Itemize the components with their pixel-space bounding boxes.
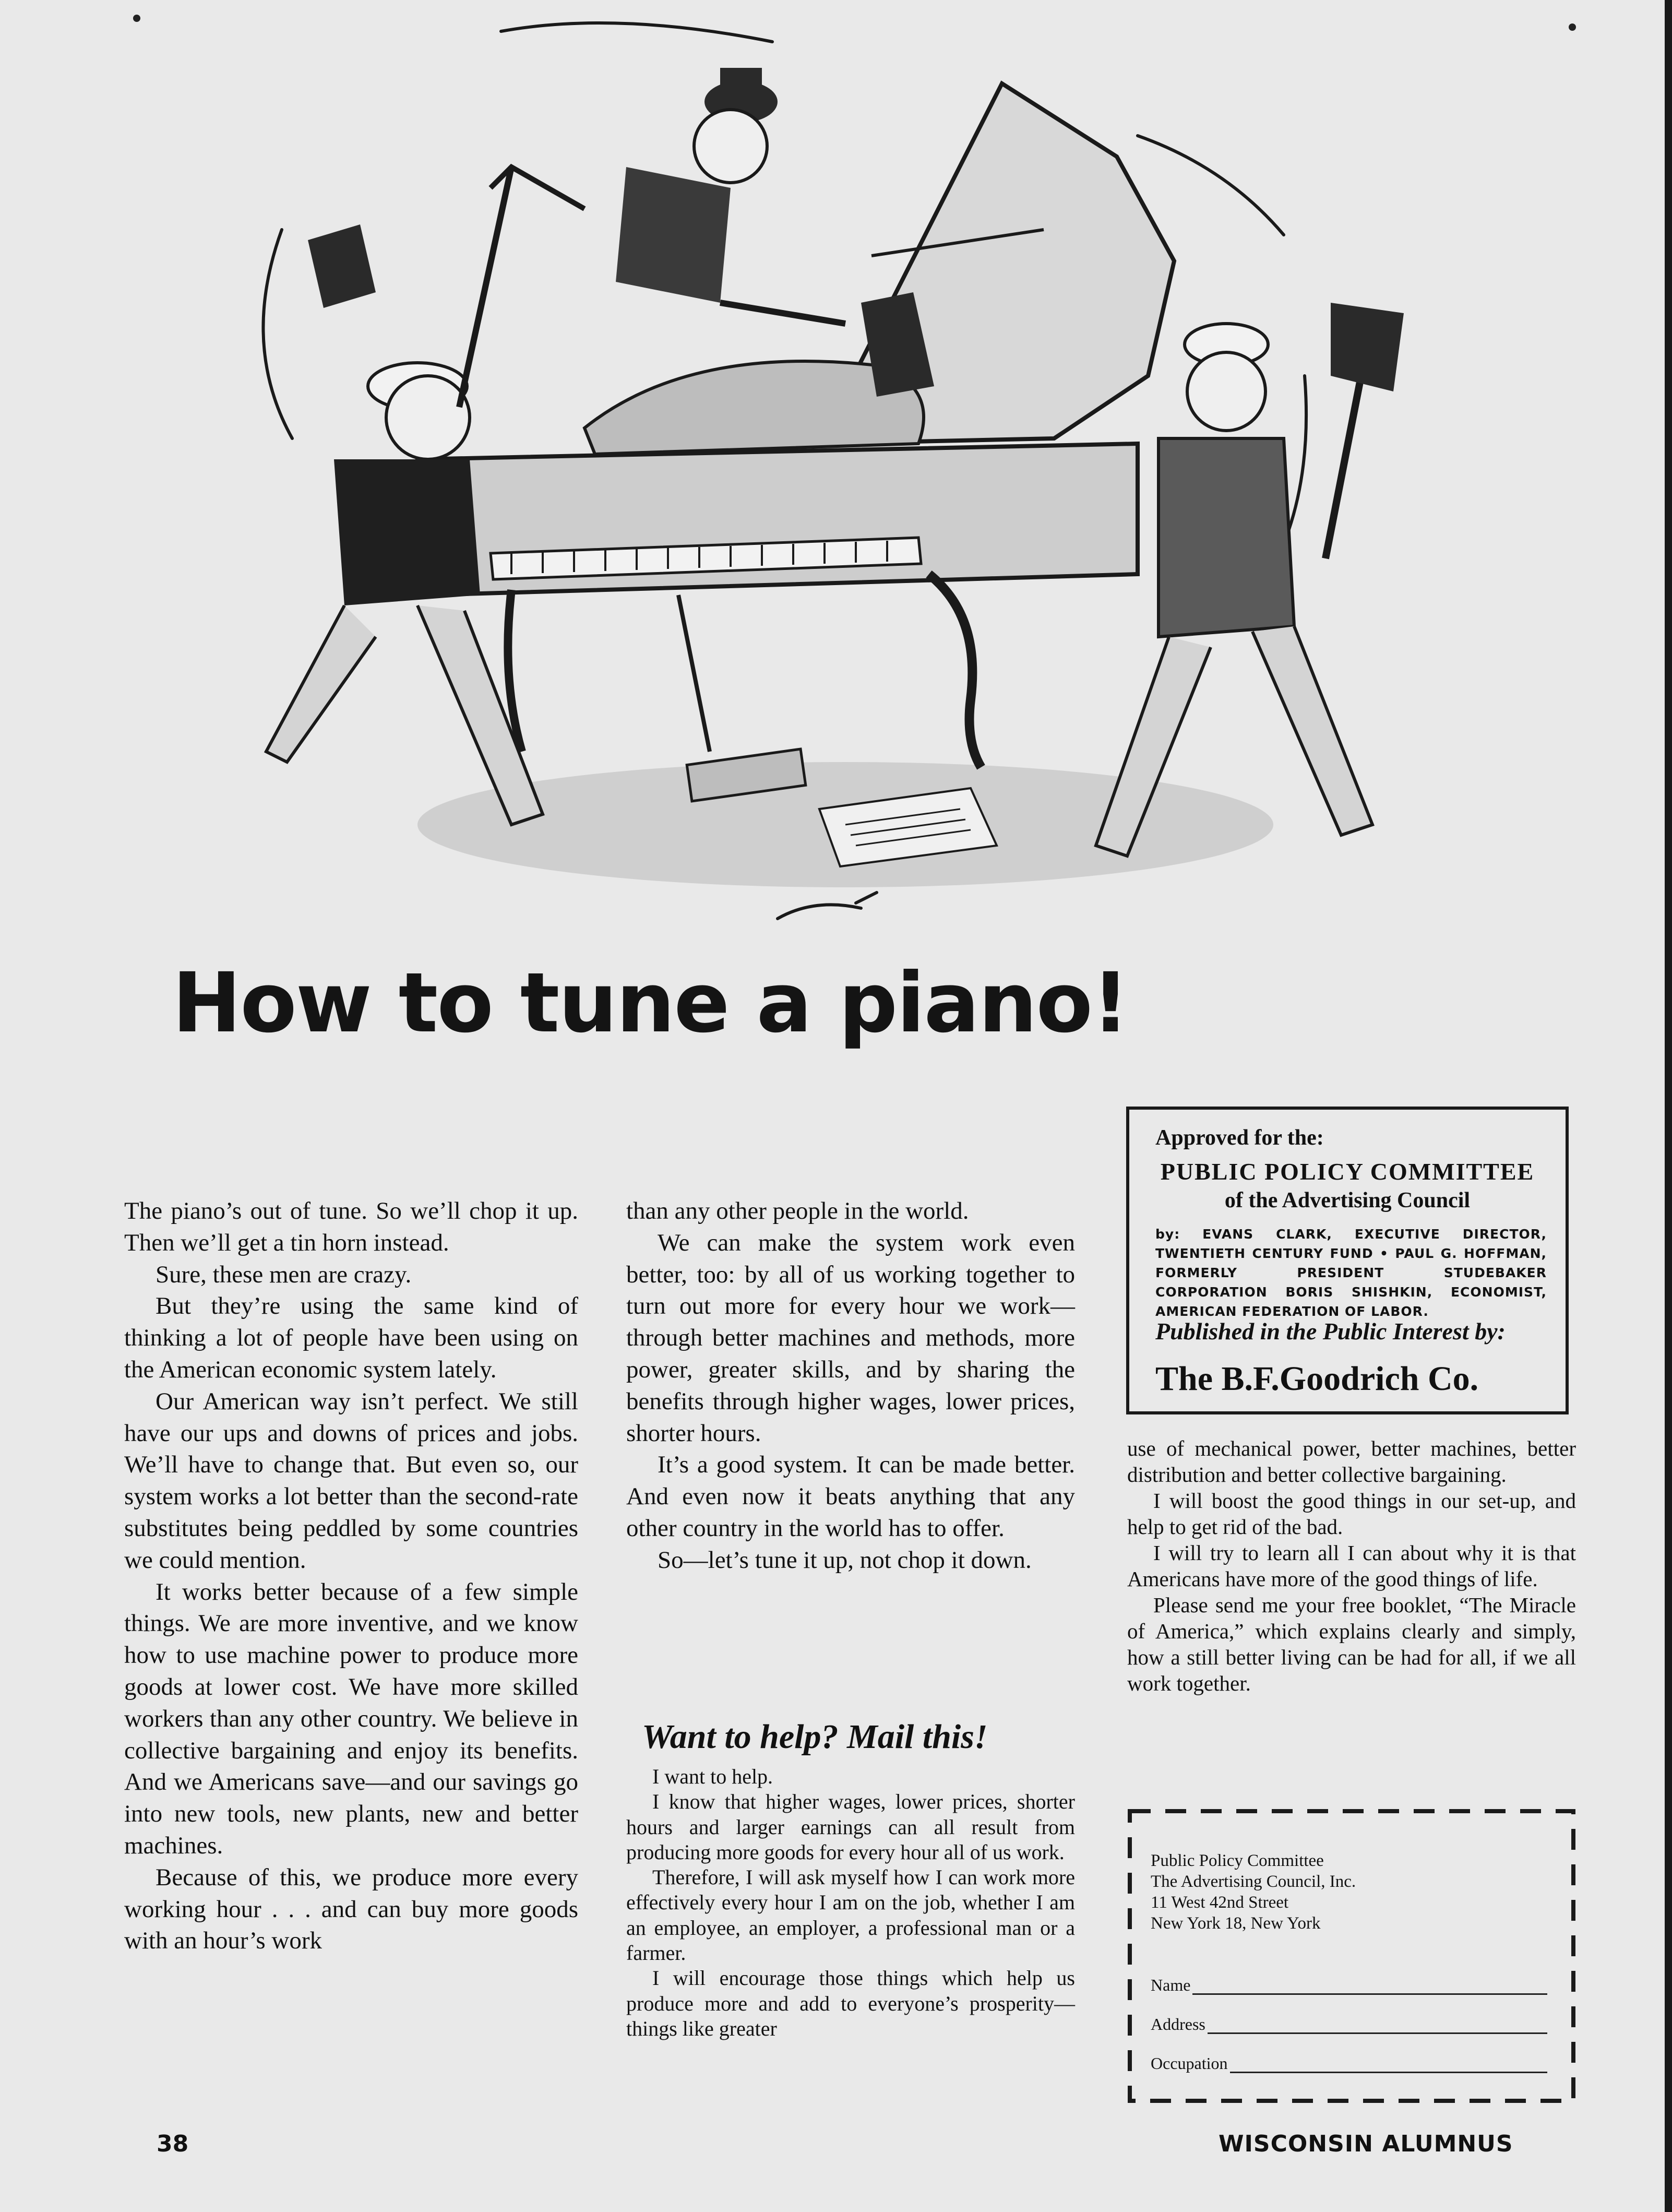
pledge-paragraph: I will boost the good things in our set-up, and help to get rid of the bad.: [1127, 1489, 1576, 1539]
name-field[interactable]: [1151, 1976, 1547, 1995]
paragraph: The piano’s out of tune. So we’ll chop it up. Then we’ll get a tin horn instead.: [124, 1197, 578, 1256]
occupation-field[interactable]: [1151, 2054, 1547, 2073]
address-line: 11 West 42nd Street: [1151, 1893, 1289, 1912]
paragraph: It’s a good system. It can be made better. And even now it beats anything that any other country in the world has to offer.: [626, 1451, 1075, 1542]
scan-speck: [1569, 23, 1576, 31]
pledge-paragraph: use of mechanical power, better machines, better distribution and better collective bargaining.: [1127, 1436, 1576, 1486]
paragraph: It works better because of a few simple things. We are more inventive, and we know how to use machine power to produce more goods at lower cost. We have more skilled workers than any other country. We believe in collective bargaining and enjoy its benefits. And we Americans save—and our savings go into new tools, new plants, new and better machines.: [124, 1578, 578, 1859]
paragraph: Sure, these men are crazy.: [156, 1260, 412, 1288]
mail-coupon: [1127, 1809, 1576, 2106]
address-field-line[interactable]: [1208, 2017, 1547, 2034]
scan-edge: [1665, 0, 1672, 2212]
pledge-paragraph: I will encourage those things which help us produce more and add to everyone’s prosperity—things like greater: [626, 1966, 1075, 2040]
approval-box: [1126, 1107, 1569, 1414]
committee-credits: by: EVANS CLARK, EXECUTIVE DIRECTOR, TWENTIETH CENTURY FUND • PAUL G. HOFFMAN, FORMERLY PRESIDENT STUDEBAKER CORPORATION BORIS SHISHKIN, ECONOMIST, AMERICAN FEDERATION OF LABOR.: [1155, 1227, 1547, 1319]
occupation-field-label: Occupation: [1151, 2054, 1228, 2073]
address-line: Public Policy Committee: [1151, 1851, 1324, 1870]
paragraph: Our American way isn’t perfect. We still have our ups and downs of prices and jobs. We’ll have to change that. But even so, our system works a lot better than the second-rate substitutes being peddled by some countries we could mention.: [124, 1387, 578, 1574]
occupation-field-line[interactable]: [1230, 2056, 1548, 2073]
pledge-paragraph: Therefore, I will ask myself how I can work more effectively every hour I am on the job, whether I am an employee, an employer, a professional man or a farmer.: [626, 1865, 1075, 1965]
publication-name: WISCONSIN ALUMNUS: [1219, 2131, 1513, 2157]
name-field-label: Name: [1151, 1976, 1191, 1994]
headline: How to tune a piano!: [172, 955, 1129, 1051]
published-by-label: Published in the Public Interest by:: [1155, 1318, 1506, 1345]
pledge-paragraph: I will try to learn all I can about why it is that Americans have more of the good things of life.: [1127, 1541, 1576, 1591]
body-column-3: [1127, 1435, 1576, 1696]
body-column-2: [626, 1195, 1075, 1576]
pledge-paragraph: Please send me your free booklet, “The Miracle of America,” which explains clearly and simply, how a still better living can be had for all, if we all work together.: [1127, 1593, 1576, 1695]
address-line: The Advertising Council, Inc.: [1151, 1872, 1356, 1891]
sponsor-company: The B.F.Goodrich Co.: [1155, 1360, 1479, 1398]
scan-speck: [133, 15, 140, 22]
paragraph: Because of this, we produce more every working hour . . . and can buy more goods with an hour’s work: [124, 1863, 578, 1955]
pledge-paragraph: I want to help.: [652, 1765, 773, 1788]
approved-label: Approved for the:: [1155, 1126, 1324, 1150]
paragraph: But they’re using the same kind of thinking a lot of people have been using on the American economic system lately.: [124, 1292, 578, 1383]
body-column-1: [124, 1195, 578, 1957]
page-number: 38: [157, 2131, 189, 2157]
paragraph: So—let’s tune it up, not chop it down.: [658, 1546, 1032, 1574]
pledge-paragraph: I know that higher wages, lower prices, shorter hours and larger earnings can all result from producing more goods for every hour all of us work.: [626, 1790, 1075, 1864]
council-name: of the Advertising Council: [1224, 1188, 1471, 1212]
paragraph: We can make the system work even better, too: by all of us working together to turn out more for every hour we work—through better machines and methods, more power, greater skills, and by sharing the benefits through higher wages, lower prices, shorter hours.: [626, 1229, 1075, 1447]
coupon-address: [1151, 1850, 1356, 1934]
address-field-label: Address: [1151, 2015, 1205, 2033]
paragraph: than any other people in the world.: [626, 1197, 969, 1224]
address-line: New York 18, New York: [1151, 1914, 1321, 1933]
mail-heading: Want to help? Mail this!: [642, 1718, 988, 1756]
address-field[interactable]: [1151, 2015, 1547, 2034]
mail-pledge: [626, 1764, 1075, 2041]
committee-name: PUBLIC POLICY COMMITTEE: [1160, 1158, 1535, 1185]
cartoon-piano-chopping-illustration: [219, 10, 1419, 939]
name-field-line[interactable]: [1192, 1978, 1547, 1995]
